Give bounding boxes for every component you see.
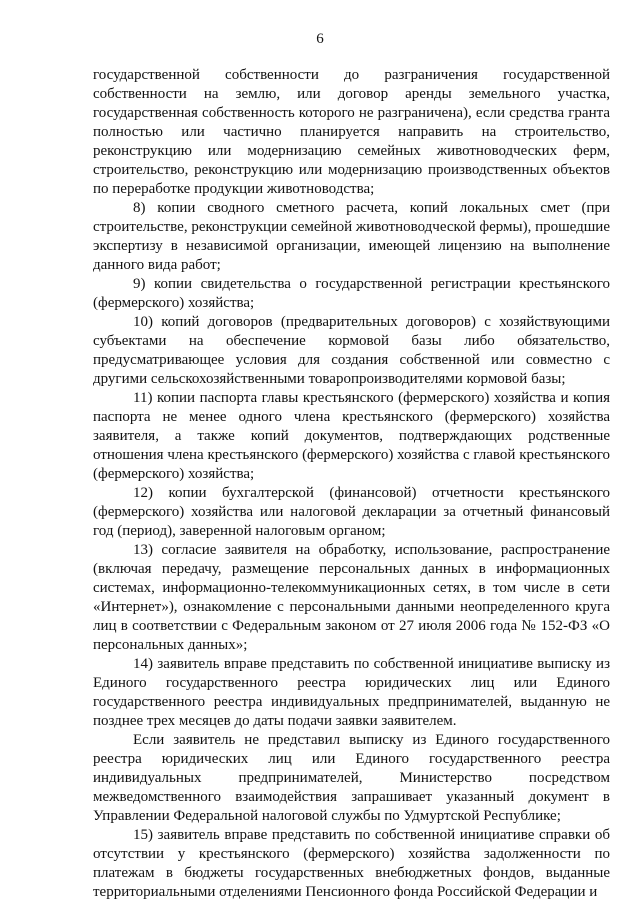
paragraph-10: 15) заявитель вправе представить по собственной инициативе справки об отсутствии у крестьянского (фермерского) хозяйства задолженности по платежам в бюджеты государственных внебюджетных фондов, выданные территориальными отделениями Пенсионного фонда Российской Федерации и [93,827,610,900]
paragraph-3: 9) копии свидетельства о государственной регистрации крестьянского (фермерского) хозяйства; [93,276,610,311]
paragraph-8: 14) заявитель вправе представить по собственной инициативе выписку из Единого государственного реестра юридических лиц или Единого государственного реестра индивидуальных предпринимателей, выданную не позднее трех месяцев до даты подачи заявки заявителем. [93,656,610,729]
page-number: 6 [316,31,324,47]
paragraph-6: 12) копии бухгалтерской (финансовой) отчетности крестьянского (фермерского) хозяйства или налоговой декларации за отчетный финансовый год (период), заверенной налоговым органом; [93,485,610,539]
paragraph-2: 8) копии сводного сметного расчета, копий локальных смет (при строительстве, реконструкции семейной животноводческой фермы), прошедшие экспертизу в независимой организации, имеющей лицензию на выполнение данного вида работ; [93,200,610,273]
paragraph-4: 10) копий договоров (предварительных договоров) с хозяйствующими субъектами на обеспечение кормовой базы либо обязательство, предусматривающее условия для создания собственной или совместно с другими сельскохозяйственными товаропроизводителями кормовой базы; [93,314,610,387]
paragraph-7: 13) согласие заявителя на обработку, использование, распространение (включая передачу, размещение персональных данных в информационных системах, информационно-телекоммуникационных сетях, в том числе в сети «Интернет»), ознакомление с персональными данными неопределенного круга лиц в соответствии с Федеральным законом от 27 июля 2006 года № 152-ФЗ «О персональных данных»; [93,542,610,653]
paragraph-1: государственной собственности до разграничения государственной собственности на землю, или договор аренды земельного участка, государственная собственность которого не разграничена), если средства гранта полностью или частично планируется направить на строительство, реконструкцию или модернизацию семейных животноводческих ферм, строительство, реконструкцию или модернизацию производственных объектов по переработке продукции животноводства; [93,67,610,197]
paragraph-9: Если заявитель не представил выписку из Единого государственного реестра юридических лиц или Единого государственного реестра индивидуальных предпринимателей, Министерство посредством межведомственного взаимодействия запрашивает указанный документ в Управлении Федеральной налоговой службы по Удмуртской Республике; [93,732,610,824]
paragraph-5: 11) копии паспорта главы крестьянского (фермерского) хозяйства и копия паспорта не менее одного члена крестьянского (фермерского) хозяйства заявителя, а также копий документов, подтверждающих родственные отношения члена крестьянского (фермерского) хозяйства с главой крестьянского (фермерского) хозяйства; [93,390,610,482]
document-body [93,66,610,902]
